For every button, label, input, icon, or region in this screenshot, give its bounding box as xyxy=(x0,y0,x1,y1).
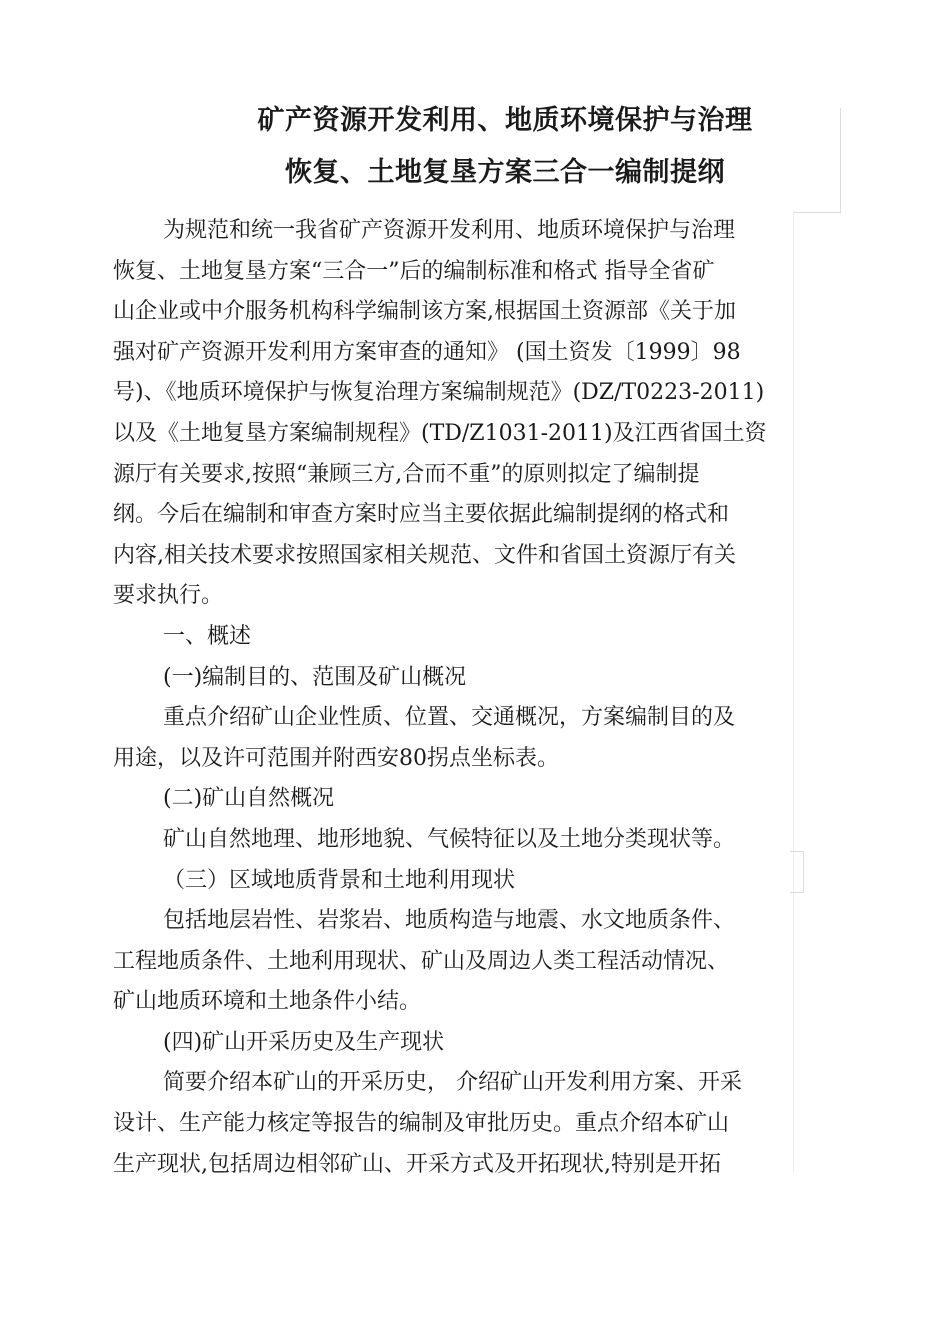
text-line: 号)、《地质环境保护与恢复治理方案编制规范》(DZ/T0223-2011) xyxy=(113,380,765,406)
text-line: 包括地层岩性、岩浆岩、地质构造与地震、水文地质条件、 xyxy=(163,908,736,934)
text-line: (一)编制目的、范围及矿山概况 xyxy=(163,664,467,690)
text-line: (四)矿山开采历史及生产现状 xyxy=(163,1029,445,1055)
text-line: 用途，以及许可范围并附西安80拐点坐标表。 xyxy=(113,745,559,771)
text-line: 重点介绍矿山企业性质、位置、交通概况，方案编制目的及 xyxy=(163,705,736,731)
text-line: （三）区域地质背景和土地利用现状 xyxy=(163,867,516,893)
text-line: 纲。今后在编制和审查方案时应当主要依据此编制提纲的格式和 xyxy=(113,502,730,528)
text-line: 一、概述 xyxy=(163,623,252,649)
text-line: 简要介绍本矿山的开采历史， 介绍矿山开发利用方案、开采 xyxy=(163,1070,742,1096)
text-line: 设计、生产能力核定等报告的编制及审批历史。重点介绍本矿山 xyxy=(113,1111,730,1137)
text-line: 矿山自然地理、地形地貌、气候特征以及土地分类现状等。 xyxy=(163,826,736,852)
text-line: 工程地质条件、土地利用现状、矿山及周边人类工程活动情况、 xyxy=(113,948,730,974)
text-line: 生产现状,包括周边相邻矿山、开采方式及开拓现状,特别是开拓 xyxy=(113,1151,721,1177)
text-line: 源厅有关要求,按照“兼顾三方,合而不重”的原则拟定了编制提 xyxy=(113,461,700,487)
text-line: 矿山地质环境和土地条件小结。 xyxy=(113,989,422,1015)
text-line: 内容,相关技术要求按照国家相关规范、文件和省国土资源厅有关 xyxy=(113,542,736,568)
document-title-line-1: 矿产资源开发利用、地质环境保护与治理 xyxy=(257,105,753,136)
text-line: 为规范和统一我省矿产资源开发利用、地质环境保护与治理 xyxy=(163,218,736,243)
page-edge-line xyxy=(793,212,794,1172)
text-line: 要求执行。 xyxy=(113,583,224,609)
text-line: 山企业或中介服务机构科学编制该方案,根据国土资源部《关于加 xyxy=(113,299,736,325)
text-line: 恢复、土地复垦方案“三合一”后的编制标准和格式 指导全省矿 xyxy=(113,258,715,284)
document-title-line-2: 恢复、土地复垦方案三合一编制提纲 xyxy=(285,157,725,188)
text-line: (二)矿山自然概况 xyxy=(163,786,335,812)
text-line: 强对矿产资源开发利用方案审查的通知》 (国土资发〔1999〕98 xyxy=(113,339,741,365)
document-body xyxy=(113,211,793,1185)
text-line: 以及《土地复垦方案编制规程》(TD/Z1031-2011)及江西省国土资 xyxy=(113,420,767,446)
